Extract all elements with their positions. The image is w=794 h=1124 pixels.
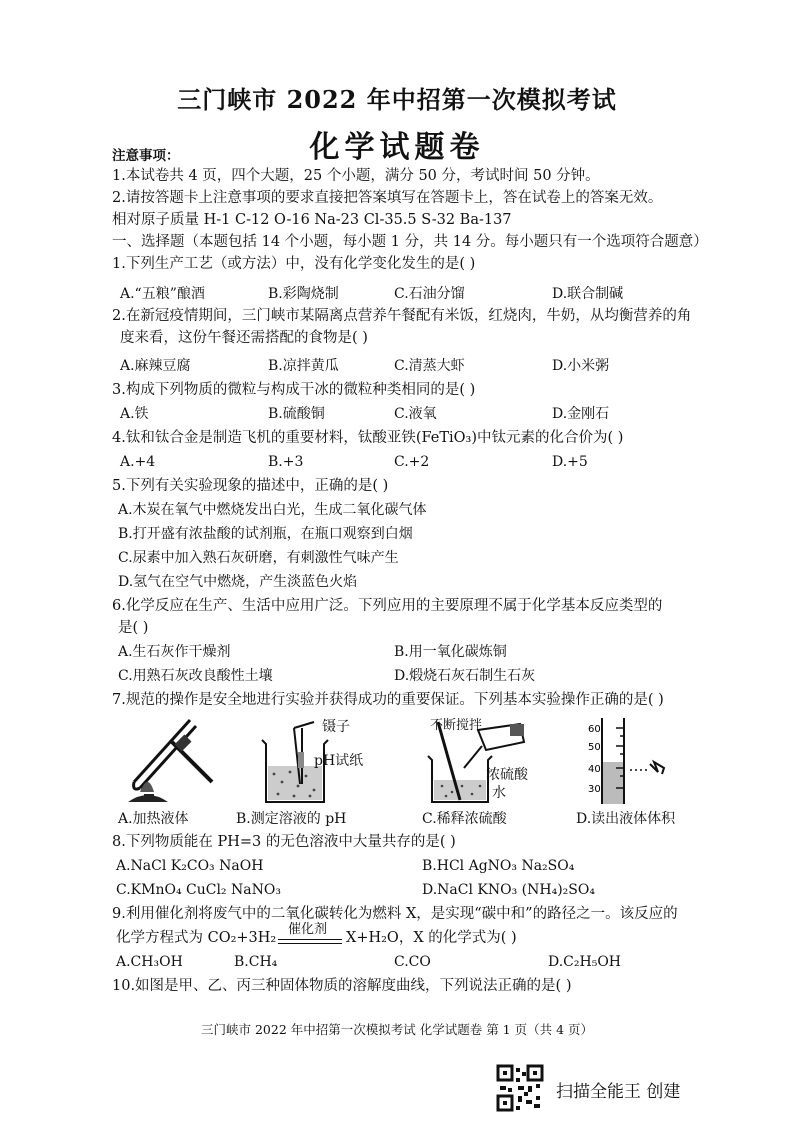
q9-option-b: B.CH₄ <box>234 954 278 970</box>
q2-option-a: A.麻辣豆腐 <box>120 358 191 374</box>
q7-option-c: C.稀释浓硫酸 <box>422 811 507 827</box>
atomic-mass-line: 相对原子质量 H-1 C-12 O-16 Na-23 Cl-35.5 S-32 Ba-137 <box>112 212 512 228</box>
q1-option-b: B.彩陶烧制 <box>268 286 339 302</box>
notice-line-1: 1.本试卷共 4 页，四个大题，25 个小题，满分 50 分，考试时间 50 分钟。 <box>112 168 600 184</box>
q4-option-b: B.+3 <box>268 454 304 470</box>
section-1-heading: 一、选择题（本题包括 14 个小题，每小题 1 分，共 14 分。每小题只有一个选项符合题意） <box>112 234 708 250</box>
q2-stem-line-1: 2.在新冠疫情期间，三门峡市某隔离点营养午餐配有米饭，红烧肉，牛奶，从均衡营养的角 <box>112 308 692 324</box>
q2-option-d: D.小米粥 <box>552 358 610 374</box>
q7-option-b: B.测定溶液的 pH <box>236 811 347 827</box>
q6-option-d: D.煅烧石灰石制生石灰 <box>394 668 536 684</box>
q4-option-c: C.+2 <box>394 454 430 470</box>
q9-eq-left: 化学方程式为 CO₂+3H₂ <box>116 930 277 946</box>
q7-stem: 7.规范的操作是安全地进行实验并获得成功的重要保证。下列基本实验操作正确的是( ) <box>112 692 664 708</box>
q6-stem-line-1: 6.化学反应在生产、生活中应用广泛。下列应用的主要原理不属于化学基本反应类型的 <box>112 598 663 614</box>
q1-option-d: D.联合制碱 <box>552 286 624 302</box>
q5-option-c: C.尿素中加入熟石灰研磨，有刺激性气味产生 <box>118 550 399 566</box>
q5-option-a: A.木炭在氧气中燃烧发出白光，生成二氧化碳气体 <box>118 502 427 518</box>
exam-subtitle: 化学试题卷 <box>309 130 485 165</box>
q1-option-a: A.“五粮”酿酒 <box>120 286 205 302</box>
q2-stem-line-2: 度来看，这份午餐还需搭配的食物是( ) <box>120 330 368 346</box>
q9-catalyst: 催化剂 <box>288 922 328 937</box>
ph-paper-label: pH试纸 <box>314 753 364 769</box>
q9-eq-right: X+H₂O，X 的化学式为( ) <box>346 930 517 946</box>
q3-stem: 3.构成下列物质的微粒与构成干冰的微粒种类相同的是( ) <box>112 382 476 398</box>
q3-option-b: B.硫酸铜 <box>268 406 325 422</box>
q2-option-c: C.清蒸大虾 <box>394 358 465 374</box>
tick-50: 50 <box>588 742 601 753</box>
sulfuric-acid-label: 浓硫酸 <box>486 767 528 783</box>
q8-option-b: B.HCl AgNO₃ Na₂SO₄ <box>422 858 575 874</box>
q6-stem-line-2: 是( ) <box>118 620 149 636</box>
q7-option-a: A.加热液体 <box>118 811 189 827</box>
q3-option-a: A.铁 <box>120 406 149 422</box>
q4-option-d: D.+5 <box>552 454 588 470</box>
q9-stem-line-1: 9.利用催化剂将废气中的二氧化碳转化为燃料 X，是实现“碳中和”的路径之一。该反应的 <box>112 906 678 922</box>
q6-option-c: C.用熟石灰改良酸性土壤 <box>118 668 273 684</box>
q4-stem: 4.钛和钛合金是制造飞机的重要材料，钛酸亚铁(FeTiO₃)中钛元素的化合价为( ) <box>112 430 624 446</box>
q2-option-b: B.凉拌黄瓜 <box>268 358 339 374</box>
exam-title: 三门峡市 2022 年中招第一次模拟考试 <box>177 85 617 114</box>
q9-arrow-line-top <box>278 939 342 940</box>
scanner-watermark: 扫描全能王 创建 <box>556 1082 681 1102</box>
q9-option-d: D.C₂H₅OH <box>548 954 622 970</box>
tick-40: 40 <box>588 764 601 775</box>
q5-option-d: D.氢气在空气中燃烧，产生淡蓝色火焰 <box>118 574 358 590</box>
q3-option-c: C.液氧 <box>394 406 437 422</box>
water-label: 水 <box>492 785 506 801</box>
q9-option-c: C.CO <box>394 954 431 970</box>
tweezers-label: 镊子 <box>322 719 350 735</box>
q10-stem: 10.如图是甲、乙、丙三种固体物质的溶解度曲线，下列说法正确的是( ) <box>112 978 572 994</box>
notice-line-2: 2.请按答题卡上注意事项的要求直接把答案填写在答题卡上，答在试卷上的答案无效。 <box>112 190 663 206</box>
q1-option-c: C.石油分馏 <box>394 286 465 302</box>
q7-option-d: D.读出液体体积 <box>576 811 676 827</box>
q1-stem: 1.下列生产工艺（或方法）中，没有化学变化发生的是( ) <box>112 256 476 272</box>
q8-option-c: C.KMnO₄ CuCl₂ NaNO₃ <box>116 882 281 898</box>
q5-stem: 5.下列有关实验现象的描述中，正确的是( ) <box>112 478 389 494</box>
tick-60: 60 <box>588 724 601 735</box>
q8-option-d: D.NaCl KNO₃ (NH₄)₂SO₄ <box>422 882 595 898</box>
q6-option-b: B.用一氧化碳炼铜 <box>394 644 507 660</box>
stir-label: 不断搅拌 <box>430 718 483 733</box>
cylinder-reading-figure <box>582 714 692 808</box>
notice-heading: 注意事项： <box>112 148 180 164</box>
q9-option-a: A.CH₃OH <box>116 954 183 970</box>
q9-arrow-line-bottom <box>278 943 342 944</box>
heating-liquid-figure <box>120 712 220 808</box>
q8-stem: 8.下列物质能在 PH=3 的无色溶液中大量共存的是( ) <box>112 834 456 850</box>
q3-option-d: D.金刚石 <box>552 406 610 422</box>
qr-code-icon <box>496 1064 544 1112</box>
q8-option-a: A.NaCl K₂CO₃ NaOH <box>116 858 264 874</box>
q4-option-a: A.+4 <box>120 454 156 470</box>
tick-30: 30 <box>588 784 601 795</box>
q5-option-b: B.打开盛有浓盐酸的试剂瓶，在瓶口观察到白烟 <box>118 526 413 542</box>
page-footer: 三门峡市 2022 年中招第一次模拟考试 化学试题卷 第 1 页（共 4 页） <box>200 1022 593 1037</box>
q6-option-a: A.生石灰作干燥剂 <box>118 644 231 660</box>
